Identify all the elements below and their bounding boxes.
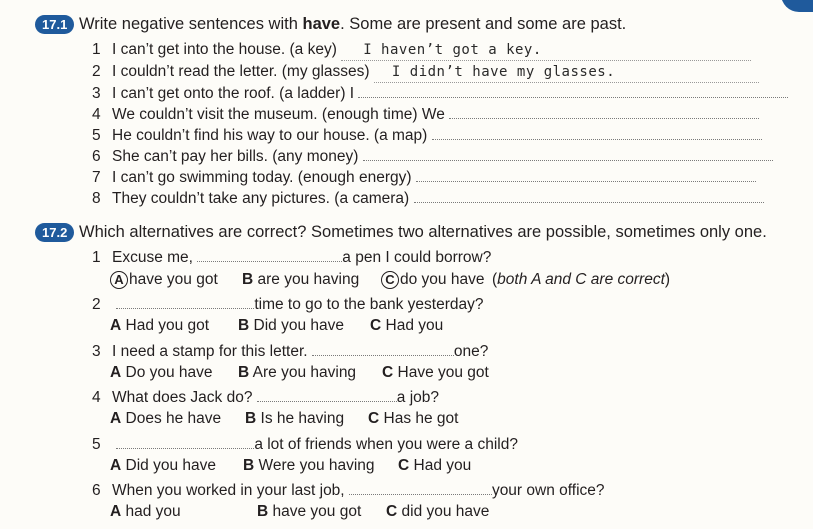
answer-blank[interactable] [257,389,397,402]
option-a[interactable]: A had you [110,503,181,520]
option-c[interactable]: C Have you got [382,364,489,381]
option-c[interactable]: C Had you [370,317,444,334]
exercise-badge-17-2: 17.2 [35,223,74,242]
answer-line[interactable] [363,148,773,161]
exercise-heading-17-2: Which alternatives are correct? Sometimes two alternatives are possible, sometimes only one. [79,223,767,241]
option-b[interactable]: B Did you have [238,317,344,334]
exercise-item: 2 I couldn’t read the letter. (my glasses) I didn’t have my glasses. [92,62,759,83]
option-b[interactable]: B Are you having [238,364,357,381]
answer-blank[interactable] [116,436,254,449]
option-a[interactable]: A have you got [110,270,218,289]
option-b[interactable]: B are you having [242,271,360,288]
question-6: 6 When you worked in your last job, your own office? [92,482,605,499]
option-c[interactable]: C Has he got [368,410,459,427]
answer-line[interactable] [358,85,788,98]
circled-answer-icon: C [381,271,399,289]
exercise-item: 7 I can’t go swimming today. (enough energy) [92,168,756,187]
question-3: 3 I need a stamp for this letter. one? [92,343,489,360]
answer-blank[interactable] [349,482,492,495]
answer-blank[interactable] [197,249,342,262]
exercise-badge-17-1: 17.1 [35,15,74,34]
answer-note: (both A and C are correct) [492,271,671,288]
answer-line[interactable] [414,190,764,203]
exercise-item: 1 I can’t get into the house. (a key) I haven’t got a key. [92,40,751,61]
exercise-item: 4 We couldn’t visit the museum. (enough time) We [92,105,759,124]
exercise-item: 6 She can’t pay her bills. (any money) [92,147,773,166]
circled-answer-icon: A [110,271,128,289]
exercise-heading-17-1: Write negative sentences with have. Some are present and some are past. [79,15,627,33]
option-c[interactable]: C Had you [398,457,472,474]
question-4: 4 What does Jack do? a job? [92,389,439,406]
answer-blank[interactable] [116,296,254,309]
answer-line[interactable]: I didn’t have my glasses. [374,63,759,83]
option-a[interactable]: A Do you have [110,364,213,381]
option-b[interactable]: B Were you having [243,457,375,474]
exercise-item: 5 He couldn’t find his way to our house. (a map) [92,126,762,145]
question-2: 2 time to go to the bank yesterday? [92,296,484,313]
answer-line[interactable] [416,169,756,182]
option-b[interactable]: B have you got [257,503,362,520]
page-corner-tab [781,0,813,12]
option-a[interactable]: A Had you got [110,317,210,334]
answer-line[interactable] [449,106,759,119]
option-a[interactable]: A Does he have [110,410,222,427]
answer-line[interactable]: I haven’t got a key. [341,41,751,61]
option-c[interactable]: C did you have [386,503,490,520]
exercise-item: 8 They couldn’t take any pictures. (a camera) [92,189,764,208]
option-a[interactable]: A Did you have [110,457,216,474]
exercise-item: 3 I can’t get onto the roof. (a ladder) I [92,84,788,103]
answer-blank[interactable] [312,343,454,356]
question-1: 1 Excuse me, a pen I could borrow? [92,249,492,266]
answer-line[interactable] [432,127,762,140]
option-b[interactable]: B Is he having [245,410,345,427]
option-c[interactable]: C do you have [381,270,484,289]
question-5: 5 a lot of friends when you were a child? [92,436,518,453]
